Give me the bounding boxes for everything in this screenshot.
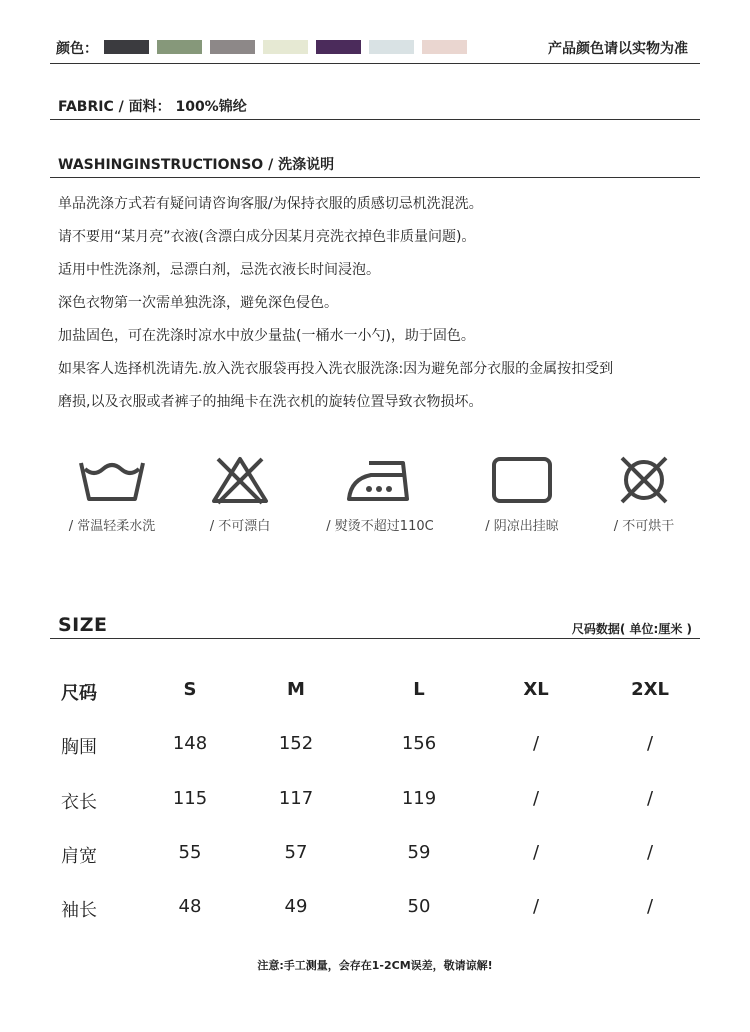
care-label: / 常温轻柔水洗	[68, 519, 156, 534]
instruction-line: 请不要用“某月亮”衣液(含漂白成分因某月亮洗衣掉色非质量问题)。	[58, 229, 476, 245]
table-cell: /	[646, 733, 654, 754]
instruction-line: 单品洗涤方式若有疑问请咨询客服/为保持衣服的质感切忌机洗混洗。	[58, 196, 483, 212]
row-label: 袖长	[61, 900, 97, 921]
table-cell: 148	[172, 733, 208, 754]
header-cell: 2XL	[631, 679, 669, 700]
table-cell: /	[532, 788, 540, 809]
color-swatch[interactable]	[422, 40, 467, 54]
table-cell: 49	[284, 896, 308, 917]
care-item-iron	[310, 455, 450, 534]
table-cell: 117	[278, 788, 314, 809]
table-cell: 50	[407, 896, 431, 917]
header-cell: 尺码	[61, 683, 97, 704]
care-item-no-tumble-dry	[574, 455, 714, 534]
header-cell: L	[413, 679, 425, 700]
table-cell: 156	[401, 733, 437, 754]
care-item-hand-wash	[42, 455, 182, 534]
colors-note: 产品颜色请以实物为准	[548, 41, 688, 57]
header-cell: M	[287, 679, 305, 700]
table-cell: /	[532, 896, 540, 917]
table-row	[0, 842, 750, 872]
table-cell: 55	[178, 842, 202, 863]
header-cell: S	[183, 679, 197, 700]
instruction-line: 加盐固色，可在洗涤时凉水中放少量盐(一桶水一小勺)，助于固色。	[58, 328, 475, 344]
color-swatch[interactable]	[316, 40, 361, 54]
table-cell: 119	[401, 788, 437, 809]
instruction-line: 如果客人选择机洗请先.放入洗衣服袋再投入洗衣服洗涤:因为避免部分衣服的金属按扣受到	[58, 361, 614, 377]
table-cell: /	[646, 788, 654, 809]
table-cell: 48	[178, 896, 202, 917]
table-cell: 59	[407, 842, 431, 863]
color-swatch[interactable]	[369, 40, 414, 54]
color-swatch[interactable]	[263, 40, 308, 54]
row-label: 肩宽	[61, 846, 97, 867]
care-item-line-dry	[452, 455, 592, 534]
row-label: 胸围	[61, 737, 97, 758]
instruction-line: 适用中性洗涤剂，忌漂白剂，忌洗衣液长时间浸泡。	[58, 262, 380, 278]
table-row	[0, 896, 750, 926]
measurement-footnote: 注意:手工测量，会存在1-2CM误差，敬请谅解!	[257, 959, 493, 972]
instruction-line: 磨损,以及衣服或者裤子的抽绳卡在洗衣机的旋转位置导致衣物损坏。	[58, 394, 483, 410]
washing-title: WASHINGINSTRUCTIONSO / 洗涤说明	[58, 157, 335, 173]
fabric-label: FABRIC / 面料： 100%锦纶	[58, 99, 247, 115]
row-label: 衣长	[61, 792, 97, 813]
care-item-no-bleach	[170, 455, 310, 534]
table-row	[0, 733, 750, 763]
color-swatch[interactable]	[210, 40, 255, 54]
care-label: / 不可烘干	[613, 519, 675, 534]
table-cell: 57	[284, 842, 308, 863]
color-swatches	[104, 40, 467, 54]
no-bleach-icon	[210, 455, 270, 505]
no-tumble-dry-icon	[617, 455, 671, 505]
divider	[50, 638, 700, 639]
table-cell: /	[532, 733, 540, 754]
size-table-header	[0, 679, 750, 709]
care-label: / 熨烫不超过110C	[326, 519, 434, 534]
divider	[50, 119, 700, 120]
table-row	[0, 788, 750, 818]
table-cell: 115	[172, 788, 208, 809]
washing-instructions	[58, 188, 708, 419]
divider	[50, 177, 700, 178]
color-swatch[interactable]	[157, 40, 202, 54]
hand-wash-tub-icon	[77, 455, 147, 505]
divider	[50, 63, 700, 64]
care-label: / 阴凉出挂晾	[485, 519, 559, 534]
line-dry-shade-icon	[490, 455, 554, 505]
care-label: / 不可漂白	[209, 519, 271, 534]
table-cell: /	[532, 842, 540, 863]
size-title: SIZE	[58, 614, 108, 636]
header-cell: XL	[523, 679, 549, 700]
colors-label: 颜色：	[56, 41, 98, 57]
size-unit: 尺码数据( 单位:厘米 )	[571, 622, 692, 636]
table-cell: 152	[278, 733, 314, 754]
table-cell: /	[646, 842, 654, 863]
instruction-line: 深色衣物第一次需单独洗涤，避免深色侵色。	[58, 295, 338, 311]
table-cell: /	[646, 896, 654, 917]
color-swatch[interactable]	[104, 40, 149, 54]
iron-icon	[345, 455, 415, 505]
